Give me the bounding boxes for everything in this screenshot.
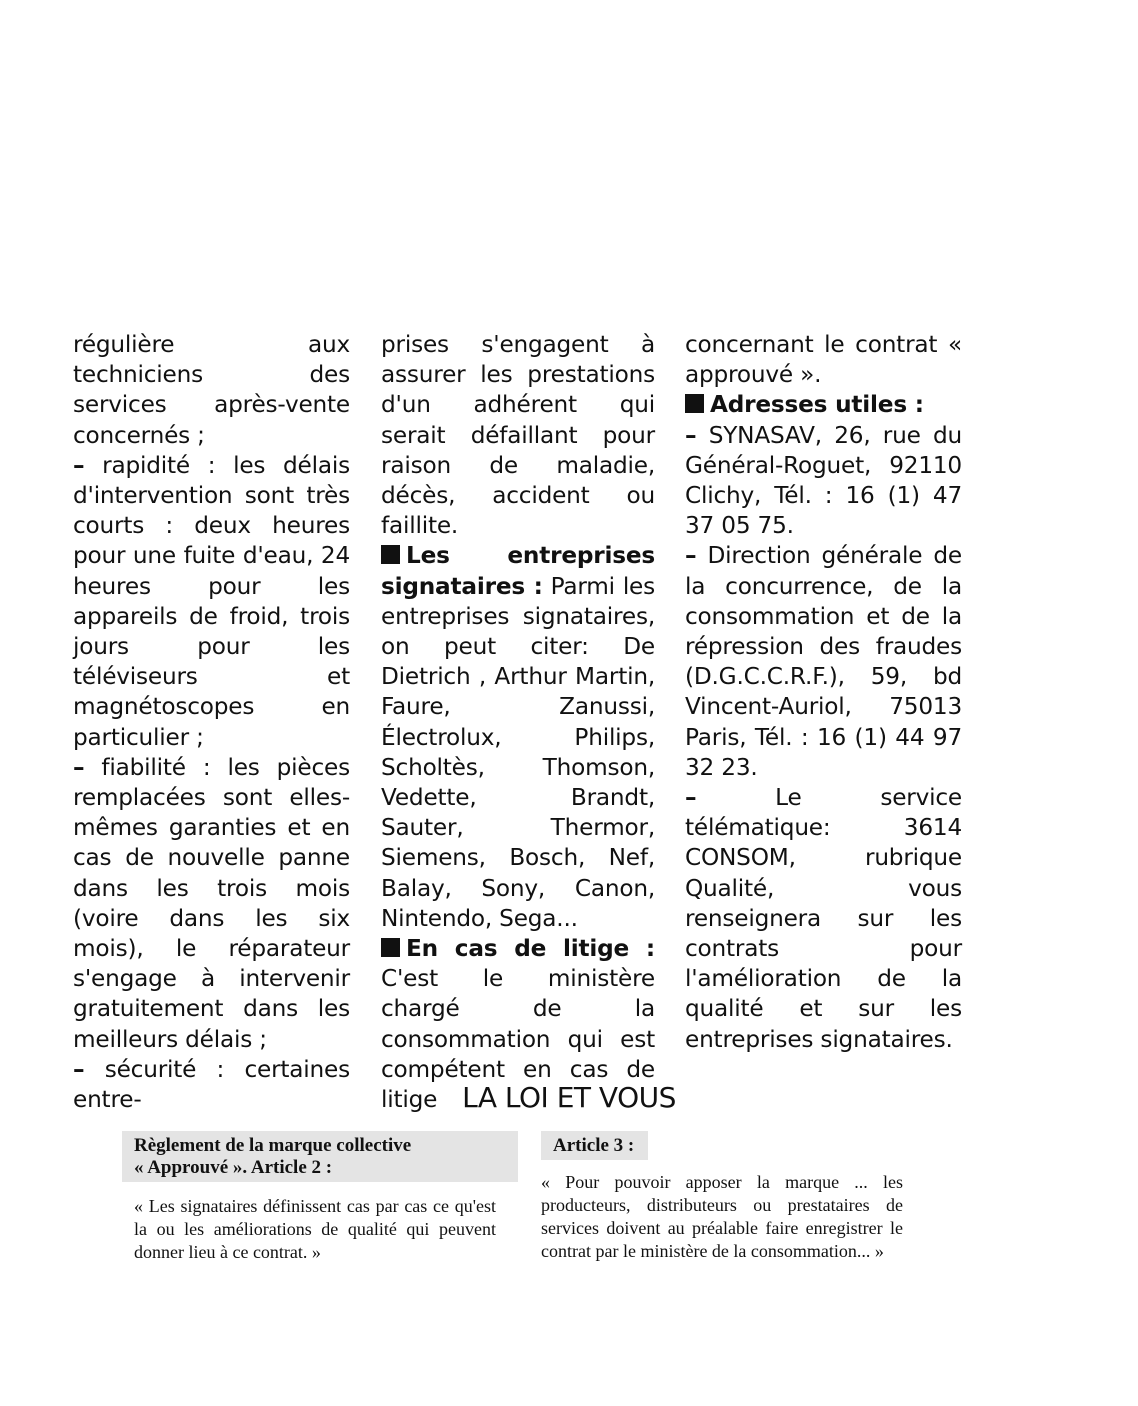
text-column-1 [73, 330, 350, 1115]
section-text: C'est le ministère chargé de la consommation qui est compétent en cas de litige [381, 965, 655, 1114]
list-item-synasav [685, 421, 962, 542]
paragraph: concernant le contrat « approuvé ». [685, 331, 962, 389]
dash-bullet: – [685, 421, 697, 449]
dash-bullet: – [73, 753, 85, 781]
list-item-text: rapidité : les délais d'intervention sont très courts : deux heures pour une fuite d'eau, 24 heures pour les appareils de froid, trois jours pour les téléviseurs et magnétoscopes en particulier ; [73, 451, 350, 751]
paragraph: régulière aux techniciens des services après-vente concernés ; [73, 331, 350, 449]
square-bullet-icon [381, 938, 400, 957]
square-bullet-icon [381, 545, 400, 564]
list-item-text: Direction générale de la concurrence, de la consommation et de la répression des fraudes (D.G.C.C.R.F.), 59, bd Vincent-Auriol, 75013 Paris, Tél. : 16 (1) 44 97 32 23. [685, 542, 962, 781]
dash-bullet: – [685, 784, 697, 812]
section-heading: Les entreprises signataires : [381, 542, 655, 600]
section-entreprises [381, 541, 655, 934]
article-3-title: Article 3 : [541, 1131, 648, 1160]
title-line: Règlement de la marque collective [134, 1135, 412, 1156]
dash-bullet: – [73, 1055, 85, 1083]
dash-bullet: – [73, 451, 85, 479]
section-text: Parmi les entreprises signataires, on peut citer: De Dietrich , Arthur Martin, Faure, Zanussi, Électrolux, Philips, Scholtès, Thomson, Vedette, Brandt, Sauter, Thermor, Siemens, Bosch, Nef, Balay, Sony, Canon, Nintendo, Sega... [381, 572, 656, 932]
article-2-quote: « Les signataires définissent cas par cas ce qu'est la ou les améliorations de qualité qui peuvent donner lieu à ce contrat. » [134, 1196, 496, 1262]
article-3-quote: « Pour pouvoir apposer la marque ... les producteurs, distributeurs ou prestataires de services doivent au préalable faire enregistrer le contrat par le ministère de la consommation... » [541, 1172, 903, 1261]
text-column-3 [685, 330, 962, 1055]
section-heading: Adresses utiles : [710, 391, 924, 419]
list-item-telematique [685, 783, 962, 1055]
section-title: LA LOI ET VOUS [462, 1081, 676, 1114]
list-item-dgccrf [685, 541, 962, 783]
list-item-fiabilite [73, 753, 350, 1055]
dash-bullet: – [685, 542, 697, 570]
section-heading: En cas de litige : [406, 935, 655, 963]
list-item-rapidite [73, 451, 350, 753]
text-column-2 [381, 330, 655, 1115]
paragraph: prises s'engagent à assurer les prestations d'un adhérent qui serait défaillant pour raison de maladie, décès, accident ou faillite. [381, 331, 655, 540]
section-adresses [685, 390, 962, 420]
list-item-text: SYNASAV, 26, rue du Général-Roguet, 92110 Clichy, Tél. : 16 (1) 47 37 05 75. [685, 421, 962, 540]
square-bullet-icon [685, 394, 704, 413]
title-line: « Approuvé ». Article 2 : [134, 1157, 333, 1178]
list-item-text: Le service télématique: 3614 CONSOM, rubrique Qualité, vous renseignera sur les contrats pour l'amélioration de la qualité et sur les entreprises signataires. [685, 784, 962, 1053]
rule-article-2-title [122, 1131, 518, 1182]
list-item-text: fiabilité : les pièces remplacées sont elles-mêmes garanties et en cas de nouvelle panne dans les trois mois (voire dans les six mois), le réparateur s'engage à intervenir gratuitement dans les meilleurs délais ; [73, 753, 350, 1053]
list-item-text: sécurité : certaines entre- [73, 1055, 350, 1114]
